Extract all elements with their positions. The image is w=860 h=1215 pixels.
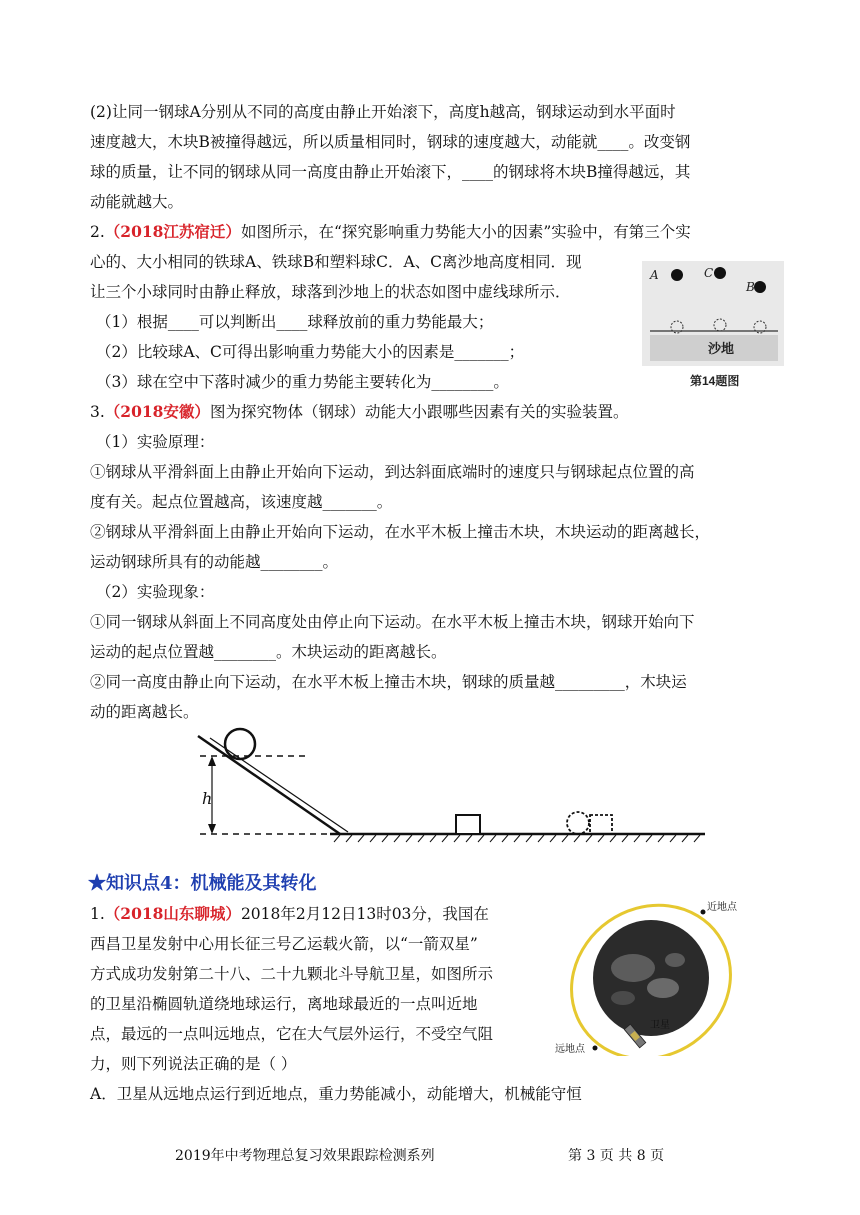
text-line: 点，最远的一点叫远地点，它在大气层外运行，不受空气阻	[90, 1025, 494, 1043]
text-line: （1）实验原理：	[96, 433, 215, 451]
text-line: 度有关。起点位置越高，该速度越_______。	[90, 493, 393, 511]
question-number: 1.	[90, 905, 105, 923]
question-number: 3.	[90, 403, 105, 421]
height-label: h	[202, 789, 213, 808]
text-line: 动的距离越长。	[90, 703, 199, 721]
question-1-line	[90, 903, 489, 925]
ball-a	[671, 269, 683, 281]
wooden-block	[456, 815, 480, 834]
footer-series: 2019年中考物理总复习效果跟踪检测系列	[175, 1148, 435, 1164]
text-line: (2)让同一钢球A分别从不同的高度由静止开始滚下，高度h越高，钢球运动到水平面时	[90, 103, 676, 121]
question-2-line	[90, 221, 691, 243]
text-line: 力，则下列说法正确的是（ ）	[90, 1055, 297, 1073]
satellite-label: 卫星	[650, 1020, 670, 1031]
text-line: （3）球在空中下落时减少的重力势能主要转化为________。	[96, 373, 509, 391]
label-c: C	[704, 266, 714, 280]
ramp-apparatus-figure	[180, 716, 710, 851]
question-3-line	[90, 401, 628, 423]
text-line: 心的、大小相同的铁球A、铁球B和塑料球C．A、C离沙地高度相同．现	[90, 253, 582, 271]
text-line: 动能就越大。	[90, 193, 184, 211]
question-text: 图为探究物体（钢球）动能大小跟哪些因素有关的实验装置。	[209, 403, 629, 421]
perigee-label: 近地点	[707, 902, 737, 913]
text-line: （2）实验现象：	[96, 583, 215, 601]
text-line: ①钢球从平滑斜面上由静止开始向下运动，到达斜面底端时的速度只与钢球起点位置的高	[90, 463, 695, 481]
earth	[593, 920, 709, 1036]
text-line: 方式成功发射第二十八、二十九颗北斗导航卫星，如图所示	[90, 965, 494, 983]
figure-caption: 第14题图	[690, 374, 740, 388]
label-b: B	[746, 280, 755, 294]
text-line: 速度越大，木块B被撞得越远，所以质量相同时，钢球的速度越大，动能就____。改变钢	[90, 133, 691, 151]
question-text: 2018年2月12日13时03分，我国在	[240, 905, 489, 923]
satellite-orbit-figure	[553, 896, 749, 1056]
text-line: 运动钢球所具有的动能越________。	[90, 553, 339, 571]
text-line: （1）根据____可以判断出____球释放前的重力势能最大；	[96, 313, 494, 331]
text-line: ②同一高度由静止向下运动，在水平木板上撞击木块，钢球的质量越_________，木块运	[90, 673, 687, 691]
question-source: （2018山东聊城）	[104, 904, 241, 923]
question-source: （2018安徽）	[104, 402, 210, 421]
text-line: 西昌卫星发射中心用长征三号乙运载火箭，以“一箭双星”	[90, 935, 478, 953]
footer-page-number: 第 3 页 共 8 页	[568, 1148, 665, 1164]
text-line: 让三个小球同时由静止释放，球落到沙地上的状态如图中虚线球所示．	[90, 283, 571, 301]
text-line: 球的质量，让不同的钢球从同一高度由静止开始滚下，____的钢球将木块B撞得越远，其	[90, 163, 691, 181]
sand-pit-figure	[642, 261, 784, 391]
question-source: （2018江苏宿迁）	[104, 222, 241, 241]
option-a: A．卫星从远地点运行到近地点，重力势能减小，动能增大，机械能守恒	[90, 1085, 582, 1103]
question-text: 如图所示，在“探究影响重力势能大小的因素”实验中，有第三个实	[240, 223, 691, 241]
text-line: ①同一钢球从斜面上不同高度处由停止向下运动。在水平木板上撞击木块，钢球开始向下	[90, 613, 695, 631]
ball-b	[754, 281, 766, 293]
question-number: 2.	[90, 223, 105, 241]
steel-ball	[225, 729, 255, 759]
apogee-label: 远地点	[555, 1044, 585, 1055]
ball-c	[714, 267, 726, 279]
text-line: （2）比较球A、C可得出影响重力势能大小的因素是_______；	[96, 343, 525, 361]
label-a: A	[650, 268, 659, 282]
sand-label: 沙地	[708, 342, 735, 357]
section-heading: ★知识点4：机械能及其转化	[88, 873, 317, 894]
text-line: ②钢球从平滑斜面上由静止开始向下运动，在水平木板上撞击木块，木块运动的距离越长，	[90, 523, 711, 541]
text-line: 的卫星沿椭圆轨道绕地球运行，离地球最近的一点叫近地	[90, 995, 478, 1013]
text-line: 运动的起点位置越________。木块运动的距离越长。	[90, 643, 447, 661]
